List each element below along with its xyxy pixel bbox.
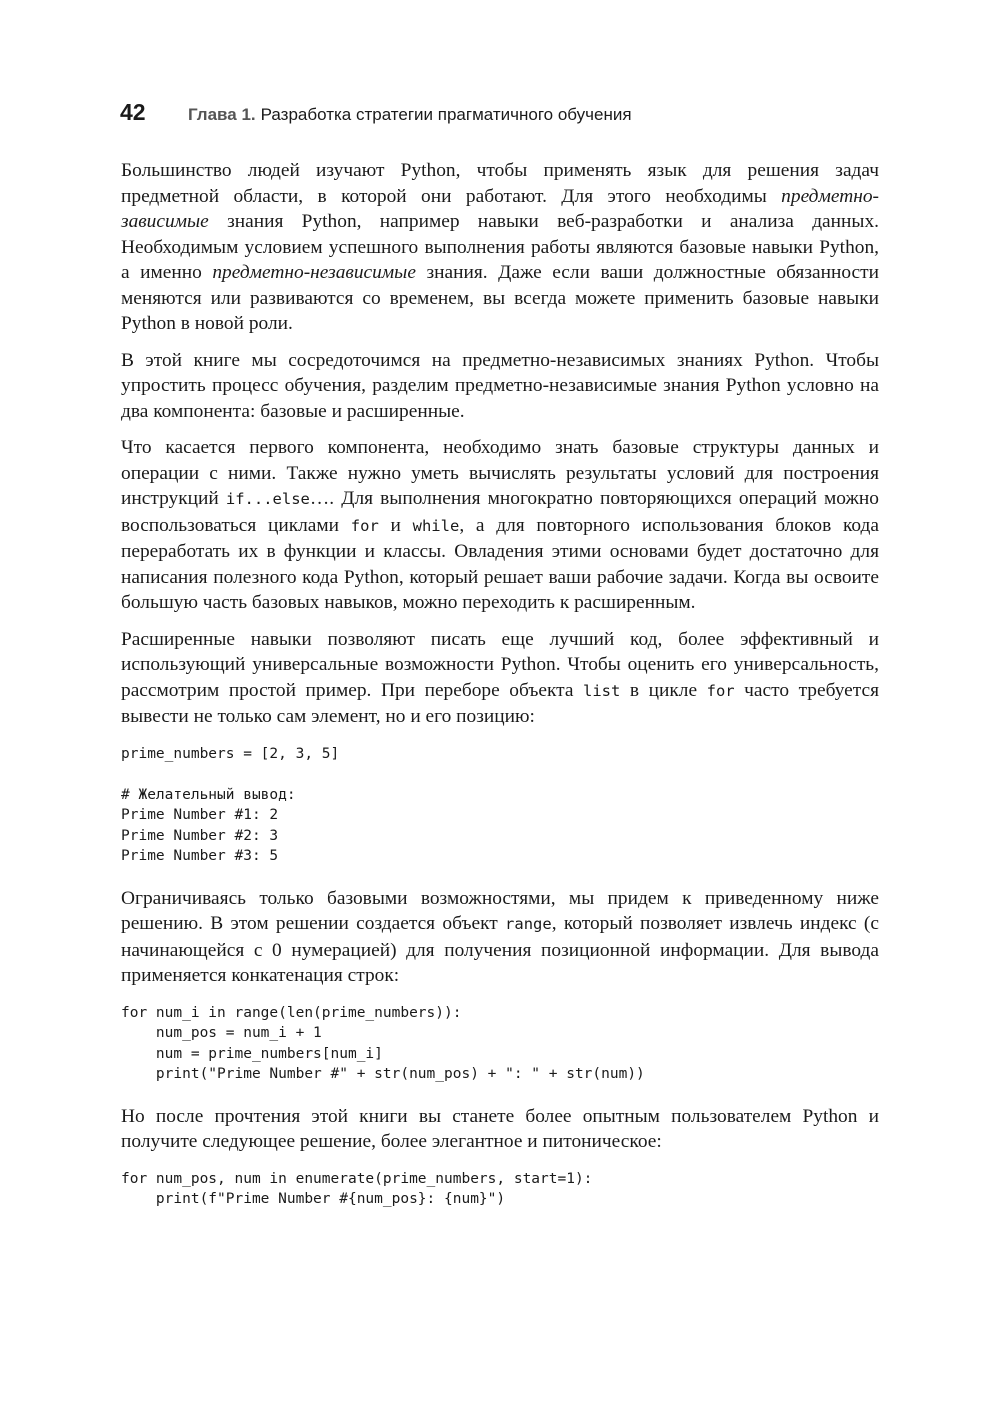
text-run: , а для повторного использования блоков кода переработать их в функции и классы. Овладения этими основами будет достаточно для написания полезного кода Python, который решает ваши рабочие задачи. Когда вы освоите большую часть базовых навыков, можно переходить к расширенным. [121, 514, 879, 613]
paragraph-1 [121, 158, 879, 337]
running-header [120, 99, 632, 126]
text-run: и [378, 514, 413, 536]
inline-code: if...else [225, 490, 310, 508]
chapter-label: Глава 1. [188, 105, 256, 124]
text-run: , который позволяет извлечь индекс (с начинающейся с 0 нумерацией) для получения позиционной информации. Для вывода применяется конкатенация строк: [121, 913, 879, 986]
code-block-3: for num_pos, num in enumerate(prime_numbers, start=1): print(f"Prime Number #{num_pos}: {num}") [121, 1170, 593, 1207]
inline-code: for [350, 516, 379, 535]
paragraph-4 [121, 627, 879, 730]
code-block-1: prime_numbers = [2, 3, 5] # Желательный вывод: Prime Number #1: 2 Prime Number #2: 3 Prime Number #3: 5 [121, 745, 340, 864]
text-run: …. Для выполнения многократно повторяющихся операций можно воспользоваться циклами [121, 488, 879, 536]
text-run: в цикле [620, 679, 707, 701]
text-run: знания. Даже если ваши должностные обязанности меняются или развиваются со временем, вы всегда можете применить базовые навыки Python в новой роли. [121, 262, 879, 334]
paragraph-2: В этой книге мы сосредоточимся на предметно-независимых знаниях Python. Чтобы упростить процесс обучения, разделим предметно-независимые знания Python условно на два компонента: базовые и расширенные. [121, 349, 879, 422]
inline-code: range [505, 915, 552, 933]
paragraph-6: Но после прочтения этой книги вы станете более опытным пользователем Python и получите следующее решение, более элегантное и питоническое: [121, 1105, 879, 1152]
text-run: Ограничиваясь только базовыми возможностями, мы придем к приведенному ниже решению. В этом решении создается объект [121, 887, 879, 934]
paragraph-5 [121, 886, 879, 989]
text-run: Что касается первого компонента, необходимо знать базовые структуры данных и операции с ними. Также нужно уметь вычислять результаты условий для построения инструкций [121, 437, 879, 509]
text-run: Большинство людей изучают Python, чтобы применять язык для решения задач предметной области, в которой они работают. Для этого необходимы [121, 160, 879, 207]
page-number: 42 [120, 99, 146, 125]
text-run: Расширенные навыки позволяют писать еще лучший код, более эффективный и использующий универсальные возможности Python. Чтобы оценить его универсальность, рассмотрим простой пример. При переборе объекта [121, 628, 879, 701]
text-run: знания Python, например навыки веб-разработки и анализа данных. Необходимым условием успешного выполнения работы являются базовые навыки Python, а именно [121, 211, 879, 283]
page-body [121, 158, 879, 1229]
inline-code: while [412, 516, 460, 535]
inline-code: for [706, 681, 735, 700]
emphasis-text: предметно-независимые [212, 262, 416, 283]
paragraph-3 [121, 435, 879, 616]
chapter-title: Разработка стратегии прагматичного обучения [260, 105, 632, 124]
text-run: часто требуется вывести не только сам элемент, но и его позицию: [121, 679, 880, 727]
code-block-2: for num_i in range(len(prime_numbers)): num_pos = num_i + 1 num = prime_numbers[num_i] print("Prime Number #" + str(num_pos) + ": " + str(num)) [121, 1004, 645, 1082]
emphasis-text: предметно-зависимые [121, 185, 879, 232]
inline-code: list [583, 681, 621, 700]
